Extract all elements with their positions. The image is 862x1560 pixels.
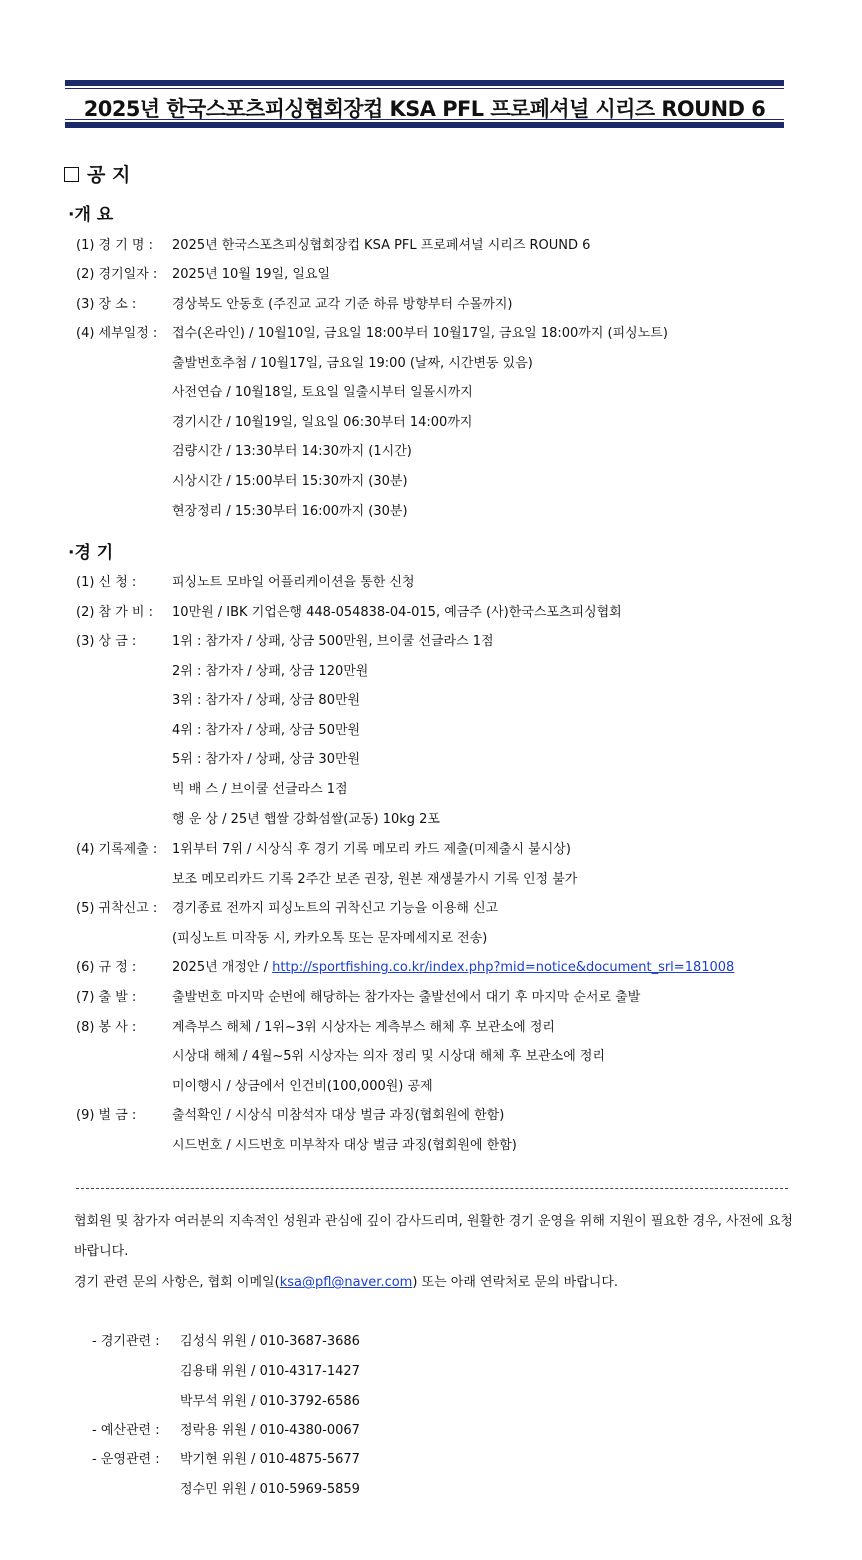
contact-label: - 경기관련 : [92, 1334, 160, 1349]
schedule-text: 현장정리 / 15:30부터 16:00까지 (30분) [172, 504, 408, 519]
schedule-text: 경기시간 / 10월19일, 일요일 06:30부터 14:00까지 [172, 415, 473, 430]
contact-label: - 예산관련 : [92, 1423, 160, 1438]
contact-value: 박무석 위원 / 010-3792-6586 [180, 1394, 360, 1409]
row-value: 1위 : 참가자 / 상패, 상금 500만원, 브이쿨 선글라스 1점 [172, 634, 494, 649]
title-banner [65, 80, 784, 128]
fine-text: 시드번호 / 시드번호 미부착자 대상 벌금 과징(협회원에 한함) [172, 1138, 517, 1153]
row-value: 계측부스 해체 / 1위~3위 시상자는 계측부스 해체 후 보관소에 정리 [172, 1020, 555, 1035]
schedule-text: 검량시간 / 13:30부터 14:30까지 (1시간) [172, 444, 412, 459]
row-value: 출석확인 / 시상식 미참석자 대상 벌금 과징(협회원에 한함) [172, 1108, 505, 1123]
service-text: 미이행시 / 상금에서 인건비(100,000원) 공제 [172, 1079, 433, 1094]
row-label: (3) 상 금 : [76, 634, 137, 649]
row-value: 출발번호 마지막 순번에 해당하는 참가자는 출발선에서 대기 후 마지막 순서로 출발 [172, 990, 641, 1005]
prize-text: 3위 : 참가자 / 상패, 상금 80만원 [172, 693, 361, 708]
row-label: (3) 장 소 : [76, 297, 137, 312]
row-value: 2025년 10월 19일, 일요일 [172, 267, 331, 282]
schedule-text: 시상시간 / 15:00부터 15:30까지 (30분) [172, 474, 408, 489]
row-label: (1) 신 청 : [76, 575, 137, 590]
prize-text: 5위 : 참가자 / 상패, 상금 30만원 [172, 752, 361, 767]
prize-text: 4위 : 참가자 / 상패, 상금 50만원 [172, 723, 361, 738]
rule-link[interactable]: http://sportfishing.co.kr/index.php?mid=notice&document_srl=181008 [272, 960, 735, 975]
document-title: 2025년 한국스포츠피싱협회장컵 KSA PFL 프로페셔널 시리즈 ROUND 6 [83, 97, 766, 121]
notice-heading-text: 공 지 [87, 164, 131, 186]
contact-value: 김용태 위원 / 010-4317-1427 [180, 1364, 360, 1379]
row-label: (2) 참 가 비 : [76, 605, 153, 620]
row-label: (5) 귀착신고 : [76, 901, 158, 916]
contact-value: 정락용 위원 / 010-4380-0067 [180, 1423, 360, 1438]
inquiry-paragraph [74, 1268, 800, 1298]
row-label: (9) 벌 금 : [76, 1108, 137, 1123]
row-value: 10만원 / IBK 기업은행 448-054838-04-015, 예금주 (사)한국스포츠피싱협회 [172, 605, 622, 620]
match-heading: ·경 기 [68, 543, 114, 563]
row-value: 경상북도 안동호 (주진교 교각 기준 하류 방향부터 수몰까지) [172, 297, 513, 312]
thanks-paragraph: 협회원 및 참가자 여러분의 지속적인 성원과 관심에 깊이 감사드리며, 원활한 경기 운영을 위해 지원이 필요한 경우, 사전에 요청바랍니다. [74, 1214, 793, 1259]
return-text: (피싱노트 미작동 시, 카카오톡 또는 문자메세지로 전송) [172, 931, 488, 946]
contact-value: 박기현 위원 / 010-4875-5677 [180, 1452, 360, 1467]
inquiry-suffix: ) 또는 아래 연락처로 문의 바랍니다. [412, 1275, 619, 1290]
prize-text: 빅 배 스 / 브이쿨 선글라스 1점 [172, 782, 348, 797]
email-link[interactable]: ksa@pfl@naver.com [279, 1275, 413, 1290]
contact-value: 정수민 위원 / 010-5969-5859 [180, 1482, 360, 1497]
prize-text: 행 운 상 / 25년 햅쌀 강화섬쌀(교동) 10kg 2포 [172, 812, 440, 827]
record-text: 보조 메모리카드 기록 2주간 보존 권장, 원본 재생불가시 기록 인정 불가 [172, 872, 578, 887]
row-value: 2025년 한국스포츠피싱협회장컵 KSA PFL 프로페셔널 시리즈 ROUND 6 [172, 238, 591, 253]
dashed-divider [76, 1188, 788, 1189]
row-value: 1위부터 7위 / 시상식 후 경기 기록 메모리 카드 제출(미제출시 불시상) [172, 842, 571, 857]
checkbox-square-icon [64, 167, 79, 182]
contact-value: 김성식 위원 / 010-3687-3686 [180, 1334, 360, 1349]
row-label: (1) 경 기 명 : [76, 238, 153, 253]
row-value: 접수(온라인) / 10월10일, 금요일 18:00부터 10월17일, 금요일 18:00까지 (피싱노트) [172, 326, 668, 341]
row-label: (8) 봉 사 : [76, 1020, 137, 1035]
rule-prefix: 2025년 개정안 / [172, 960, 273, 975]
inquiry-prefix: 경기 관련 문의 사항은, 협회 이메일( [74, 1275, 280, 1290]
row-label: (7) 출 발 : [76, 990, 137, 1005]
row-label: (2) 경기일자 : [76, 267, 158, 282]
contact-label: - 운영관련 : [92, 1452, 160, 1467]
row-value: 경기종료 전까지 피싱노트의 귀착신고 기능을 이용해 신고 [172, 901, 499, 916]
prize-text: 2위 : 참가자 / 상패, 상금 120만원 [172, 664, 369, 679]
service-text: 시상대 해체 / 4월~5위 시상자는 의자 정리 및 시상대 해체 후 보관소에 정리 [172, 1049, 606, 1064]
row-label: (4) 기록제출 : [76, 842, 158, 857]
row-label: (6) 규 정 : [76, 960, 137, 975]
row-value: 피싱노트 모바일 어플리케이션을 통한 신청 [172, 575, 415, 590]
notice-heading [64, 160, 130, 187]
schedule-text: 사전연습 / 10월18일, 토요일 일출시부터 일몰시까지 [172, 385, 473, 400]
overview-heading: ·개 요 [68, 205, 114, 225]
row-label: (4) 세부일정 : [76, 326, 158, 341]
row-value [172, 960, 734, 976]
schedule-text: 출발번호추첨 / 10월17일, 금요일 19:00 (날짜, 시간변동 있음) [172, 356, 533, 371]
